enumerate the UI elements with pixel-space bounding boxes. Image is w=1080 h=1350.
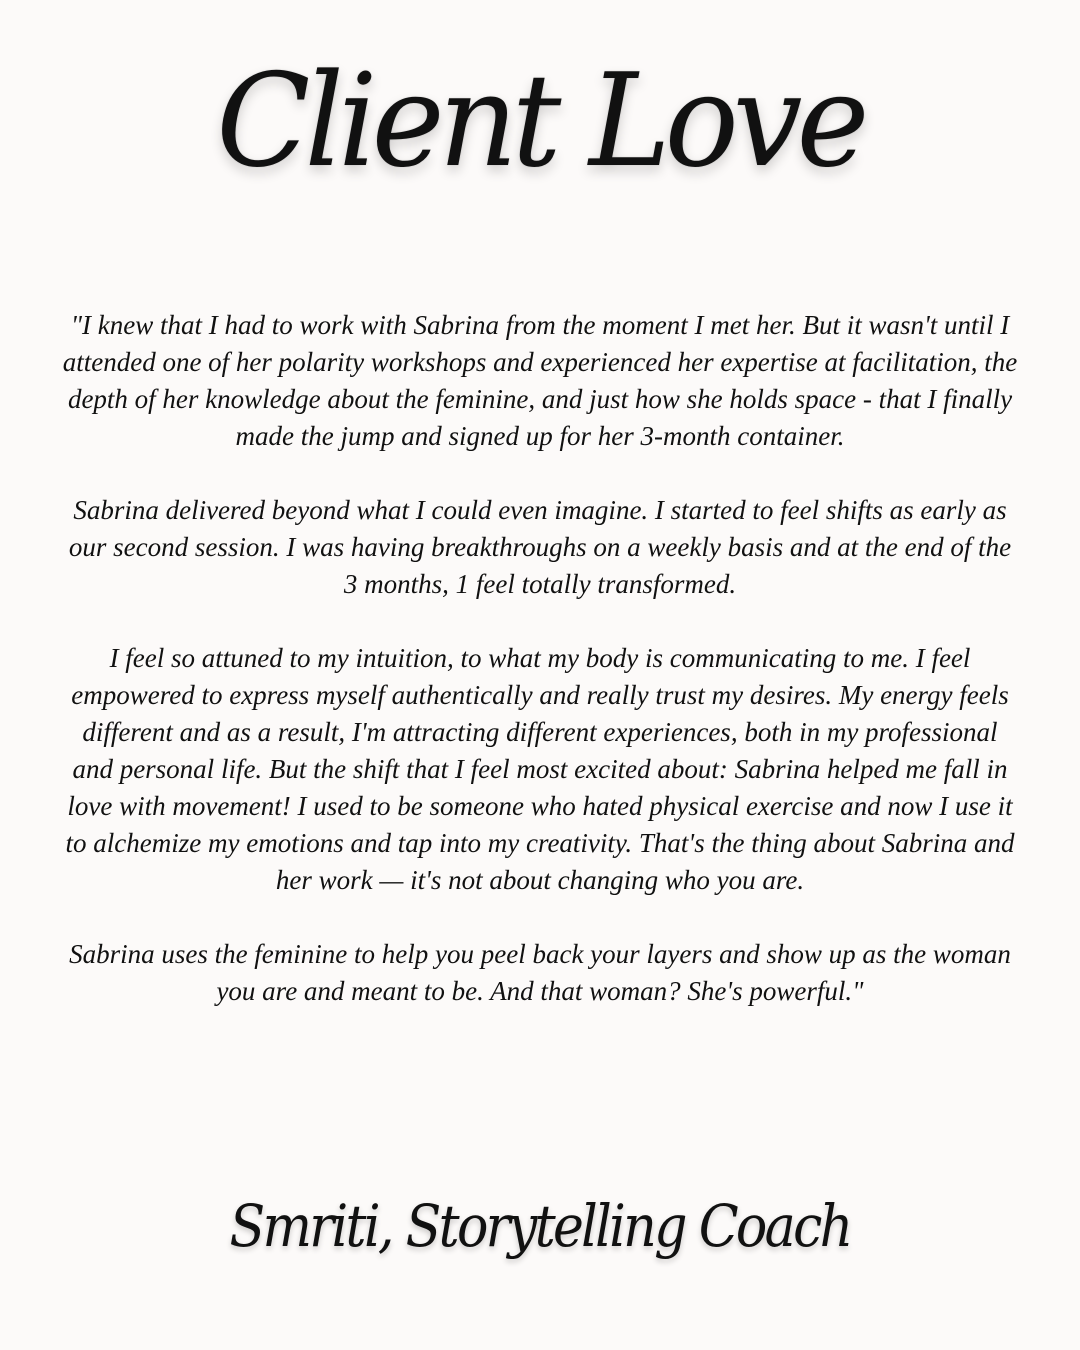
testimonial-paragraph: Sabrina uses the feminine to help you peel back your layers and show up as the woman you are and meant to be. And that woman? She's powerful." <box>69 939 1011 1006</box>
testimonial-paragraph: I feel so attuned to my intuition, to what my body is communicating to me. I feel empowered to express myself authentically and really trust my desires. My energy feels different and as a result, I'm attracting different experiences, both in my professional and personal life. But the shift that I feel most excited about: Sabrina helped me fall in love with movement! I used to be someone who hated physical exercise and now I use it to alchemize my emotions and tap into my creativity. That's the thing about Sabrina and her work — it's not about changing who you are. <box>65 643 1015 895</box>
testimonial-paragraph: "I knew that I had to work with Sabrina from the moment I met her. But it wasn't until I attended one of her polarity workshops and experienced her expertise at facilitation, the depth of her knowledge about the feminine, and just how she holds space - that I finally made the jump and signed up for her 3-month container. <box>62 310 1018 451</box>
testimonial-quote <box>60 307 1020 1010</box>
testimonial-paragraph: Sabrina delivered beyond what I could even imagine. I started to feel shifts as early as our second session. I was having breakthroughs on a weekly basis and at the end of the 3 months, 1 feel totally transformed. <box>68 495 1012 599</box>
page-title: Client Love <box>216 47 864 196</box>
client-signature: Smriti, Storytelling Coach <box>229 1192 851 1260</box>
